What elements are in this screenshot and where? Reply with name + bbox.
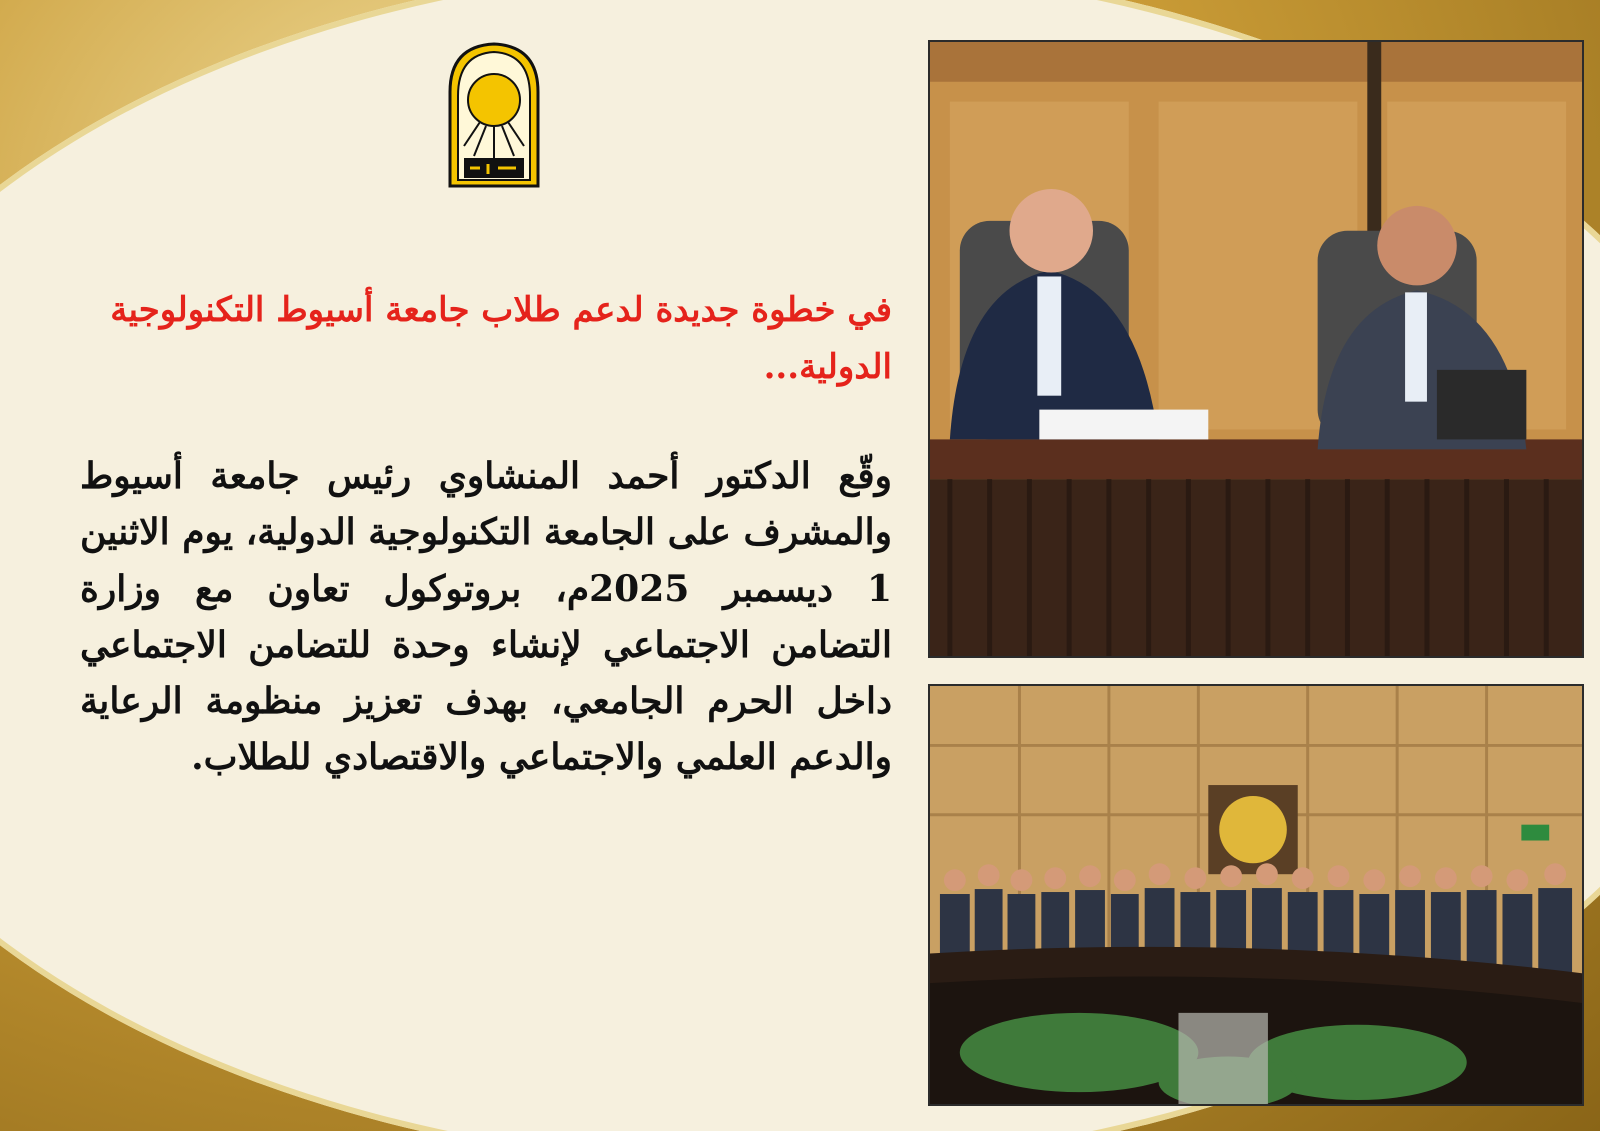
university-logo bbox=[444, 40, 544, 188]
sun-rays-emblem-icon bbox=[444, 40, 544, 188]
article-body: وقّع الدكتور أحمد المنشاوي رئيس جامعة أسيوط والمشرف على الجامعة التكنولوجية الدولية، يوم الاثنين 1 ديسمبر 2025م، بروتوكول تعاون مع وزارة التضامن الاجتماعي لإنشاء وحدة للتضامن الاجتماعي داخل الحرم الجامعي، بهدف تعزيز منظومة الرعاية والدعم العلمي والاجتماعي والاقتصادي للطلاب. bbox=[80, 455, 892, 779]
signing-ceremony-photo bbox=[928, 40, 1584, 658]
group-photo bbox=[928, 684, 1584, 1106]
headline: في خطوة جديدة لدعم طلاب جامعة أسيوط التكنولوجية الدولية... bbox=[110, 290, 892, 387]
